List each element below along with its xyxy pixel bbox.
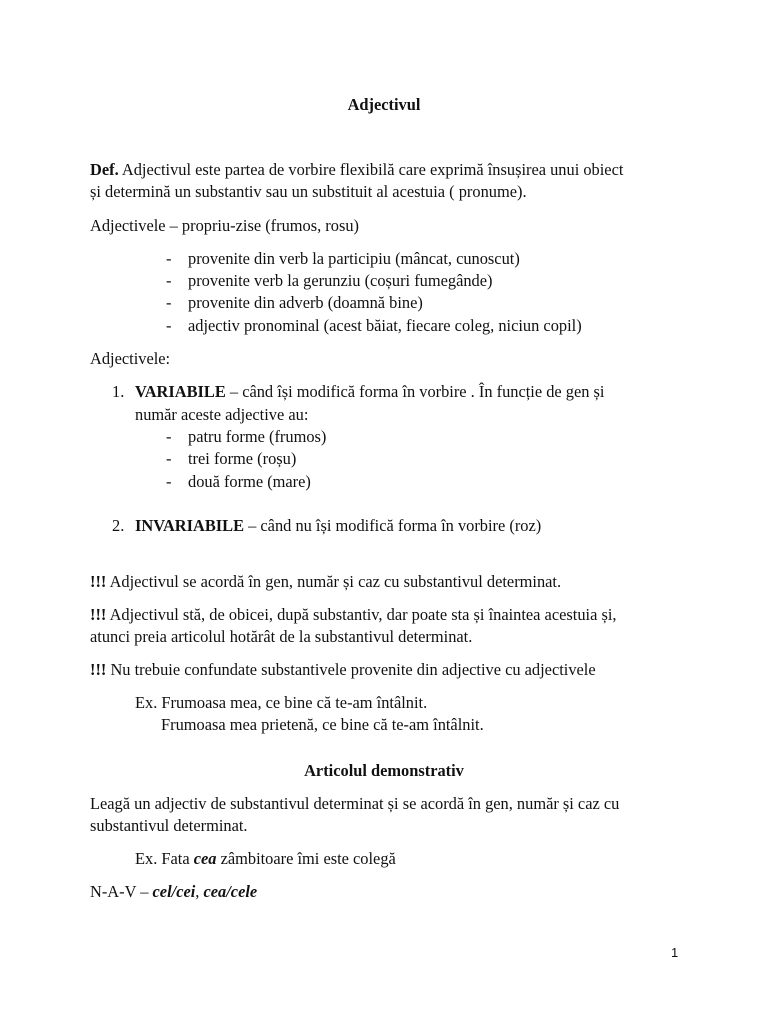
definition-line-2: și determină un substantiv sau un substituit al acestuia ( pronume).	[90, 182, 527, 201]
definition-label: Def.	[90, 160, 119, 179]
nav-forms	[90, 881, 257, 903]
source-item: adjectiv pronominal (acest băiat, fiecare coleg, niciun copil)	[188, 316, 582, 335]
example-1-line-2: Frumoasa mea prietenă, ce bine că te-am întâlnit.	[161, 715, 484, 734]
variable-text: – când își modifică forma în vorbire . În funcție de gen și	[225, 382, 605, 401]
example-2	[135, 848, 396, 870]
note-2	[90, 604, 616, 626]
nav-separator: ,	[195, 882, 204, 901]
example-2-emphasis: cea	[193, 849, 217, 868]
note-mark: !!!	[90, 660, 107, 679]
list-dash: -	[166, 427, 172, 446]
note-2-line-2: atunci preia articolul hotărât de la substantivul determinat.	[90, 627, 473, 646]
list-number: 1.	[112, 382, 125, 401]
note-mark: !!!	[90, 605, 107, 624]
source-item: provenite din adverb (doamnă bine)	[188, 293, 423, 312]
note-3	[90, 659, 596, 681]
nav-form-masculine: cel/cei	[152, 882, 196, 901]
variable-term: VARIABILE	[135, 382, 226, 401]
page-title: Adjectivul	[347, 95, 421, 114]
section-heading: Articolul demonstrativ	[304, 761, 464, 780]
variable-line-1	[135, 381, 605, 403]
note-text: Adjectivul stă, de obicei, după substantiv, dar poate sta și înaintea acestuia și,	[106, 605, 617, 624]
list-dash: -	[166, 316, 172, 335]
definition-text-1: Adjectivul este partea de vorbire flexibilă care exprimă însușirea unui obiect	[118, 160, 624, 179]
note-text: Adjectivul se acordă în gen, număr și caz cu substantivul determinat.	[106, 572, 562, 591]
nav-form-feminine: cea/cele	[203, 882, 258, 901]
nav-prefix: N-A-V –	[90, 882, 153, 901]
list-dash: -	[166, 271, 172, 290]
definition-line-1	[90, 159, 623, 181]
adjectives-label: Adjectivele:	[90, 349, 171, 368]
list-dash: -	[166, 472, 172, 491]
form-item: două forme (mare)	[188, 472, 311, 491]
section-2-line-1: Leagă un adjectiv de substantivul determinat și se acordă în gen, număr și caz cu	[90, 794, 620, 813]
note-text: Nu trebuie confundate substantivele provenite din adjective cu adjectivele	[106, 660, 596, 679]
list-number: 2.	[112, 516, 125, 535]
note-1	[90, 571, 561, 593]
list-dash: -	[166, 293, 172, 312]
example-2-prefix: Ex. Fata	[135, 849, 194, 868]
invariable-text: – când nu își modifică forma în vorbire (roz)	[244, 516, 542, 535]
note-mark: !!!	[90, 572, 107, 591]
section-2-line-2: substantivul determinat.	[90, 816, 248, 835]
list-dash: -	[166, 449, 172, 468]
invariable-term: INVARIABILE	[135, 516, 245, 535]
example-2-suffix: zâmbitoare îmi este colegă	[216, 849, 396, 868]
form-item: trei forme (roșu)	[188, 449, 297, 468]
form-item: patru forme (frumos)	[188, 427, 327, 446]
types-intro: Adjectivele – propriu-zise (frumos, rosu)	[90, 216, 359, 235]
page-number: 1	[671, 945, 679, 960]
source-item: provenite verb la gerunziu (coșuri fumegânde)	[188, 271, 493, 290]
list-dash: -	[166, 249, 172, 268]
variable-line-2: număr aceste adjective au:	[135, 405, 309, 424]
source-item: provenite din verb la participiu (mâncat, cunoscut)	[188, 249, 520, 268]
invariable-line	[135, 515, 541, 537]
example-1-line-1: Ex. Frumoasa mea, ce bine că te-am întâlnit.	[135, 693, 428, 712]
